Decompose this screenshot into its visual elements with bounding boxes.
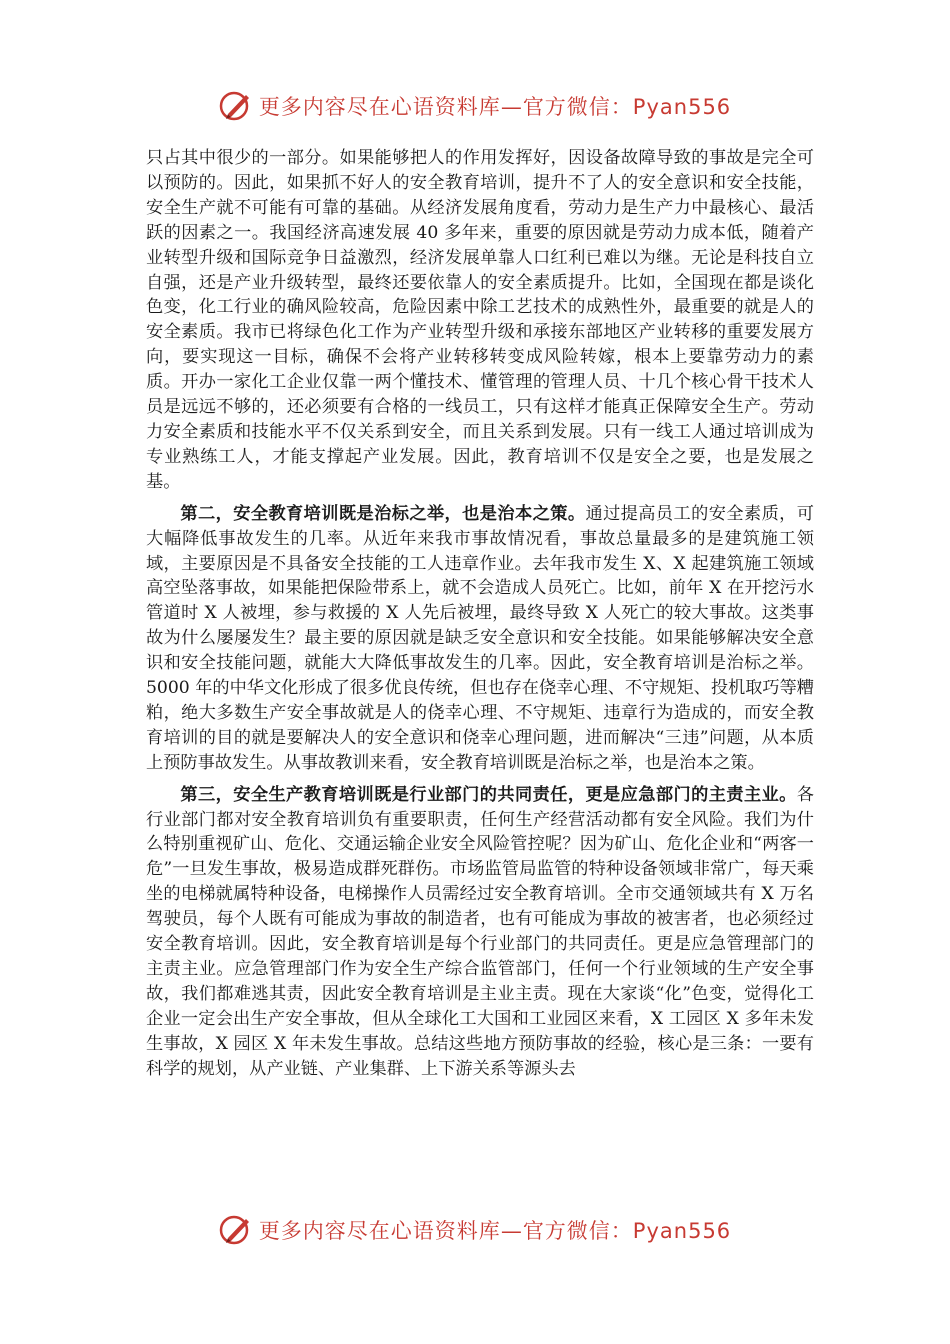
footer-banner [0, 1210, 950, 1250]
pen-logo-icon [219, 1213, 253, 1247]
header-banner-text: 更多内容尽在心语资料库—官方微信：Pyan556 [258, 95, 732, 119]
paragraph-3-lead: 第三，安全生产教育培训既是行业部门的共同责任，更是应急部门的主责主业。 [180, 784, 797, 805]
paragraph-2-lead: 第二，安全教育培训既是治标之举，也是治本之策。 [180, 503, 586, 524]
footer-banner-text: 更多内容尽在心语资料库—官方微信：Pyan556 [258, 1219, 732, 1243]
paragraph-3: 第三，安全生产教育培训既是行业部门的共同责任，更是应急部门的主责主业。各行业部门都对安全教育培训负有重要职责，任何生产经营活动都有安全风险。我们为什么特别重视矿山、危化、交通运输企业安全风险管控呢？因为矿山、危化企业和“两客一危”一旦发生事故，极易造成群死群伤。市场监管局监管的特种设备领域非常广，每天乘坐的电梯就属特种设备，电梯操作人员需经过安全教育培训。全市交通领域共有 X 万名驾驶员，每个人既有可能成为事故的制造者，也有可能成为事故的被害者，也必须经过安全教育培训。因此，安全教育培训是每个行业部门的共同责任。更是应急管理部门的主责主业。应急管理部门作为安全生产综合监管部门，任何一个行业领域的生产安全事故，我们都难逃其责，因此安全教育培训是主业主责。现在大家谈“化”色变，觉得化工企业一定会出生产安全事故，但从全球化工大国和工业园区来看，X 工园区 X 多年未发生事故，X 园区 X 年未发生事故。总结这些地方预防事故的经验，核心是三条：一要有科学的规划，从产业链、产业集群、上下游关系等源头去 [146, 784, 814, 1079]
paragraph-1: 只占其中很少的一部分。如果能够把人的作用发挥好，因设备故障导致的事故是完全可以预防的。因此，如果抓不好人的安全教育培训，提升不了人的安全意识和安全技能，安全生产就不可能有可靠的基础。从经济发展角度看，劳动力是生产力中最核心、最活跃的因素之一。我国经济高速发展 40 多年来，重要的原因就是劳动力成本低，随着产业转型升级和国际竞争日益激烈，经济发展单靠人口红利已难以为继。无论是科技自立自强，还是产业升级转型，最终还要依靠人的安全素质提升。比如，全国现在都是谈化色变，化工行业的确风险较高，危险因素中除工艺技术的成熟性外，最重要的就是人的安全素质。我市已将绿色化工作为产业转型升级和承接东部地区产业转移的重要发展方向，要实现这一目标，确保不会将产业转移转变成风险转嫁，根本上要靠劳动力的素质。开办一家化工企业仅靠一两个懂技术、懂管理的管理人员、十几个核心骨干技术人员是远远不够的，还必须要有合格的一线员工，只有这样才能真正保障安全生产。劳动力安全素质和技能水平不仅关系到安全，而且关系到发展。只有一线工人通过培训成为专业熟练工人，才能支撑起产业发展。因此，教育培训不仅是安全之要，也是发展之基。 [146, 148, 814, 492]
pen-logo-icon [219, 89, 253, 123]
document-body [146, 146, 814, 1089]
paragraph-2: 第二，安全教育培训既是治标之举，也是治本之策。通过提高员工的安全素质，可大幅降低事故发生的几率。从近年来我市事故情况看，事故总量最多的是建筑施工领域，主要原因是不具备安全技能的工人违章作业。去年我市发生 X、X 起建筑施工领域高空坠落事故，如果能把保险带系上，就不会造成人员死亡。比如，前年 X 在开挖污水管道时 X 人被埋，参与救援的 X 人先后被埋，最终导致 X 人死亡的较大事故。这类事故为什么屡屡发生？最主要的原因就是缺乏安全意识和安全技能。如果能够解决安全意识和安全技能问题，就能大大降低事故发生的几率。因此，安全教育培训是治标之举。5000 年的中华文化形成了很多优良传统，但也存在侥幸心理、不守规矩、投机取巧等糟粕，绝大多数生产安全事故就是人的侥幸心理、不守规矩、违章行为造成的，而安全教育培训的目的就是要解决人的安全意识和侥幸心理问题，进而解决“三违”问题，从本质上预防事故发生。从事故教训来看，安全教育培训既是治标之举，也是治本之策。 [146, 503, 814, 773]
header-banner [0, 86, 950, 126]
